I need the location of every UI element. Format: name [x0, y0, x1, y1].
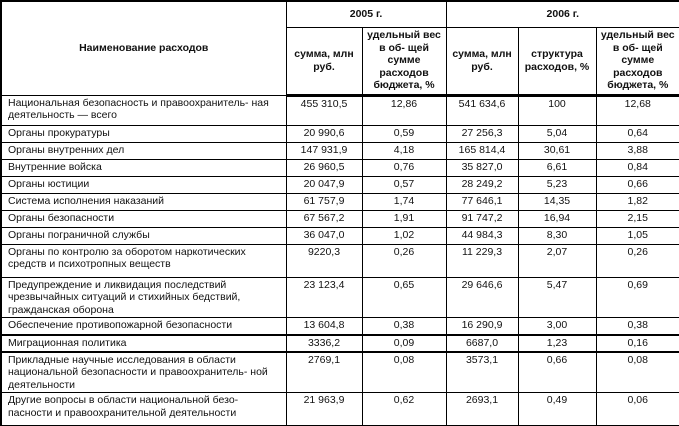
sum-2005-cell: 26 960,5 [286, 159, 362, 176]
sum-2005-cell: 20 047,9 [286, 176, 362, 193]
share-2006-cell: 0,26 [596, 244, 679, 277]
structure-2006-cell: 1,23 [518, 335, 596, 352]
sum-2006-cell: 35 827,0 [446, 159, 518, 176]
structure-2006-cell: 2,07 [518, 244, 596, 277]
header-sum-2005: сумма, млн руб. [286, 27, 362, 95]
sum-2006-cell: 44 984,3 [446, 227, 518, 244]
sum-2005-cell: 21 963,9 [286, 393, 362, 426]
structure-2006-cell: 0,66 [518, 352, 596, 393]
row-name-cell: Миграционная политика [1, 335, 286, 352]
share-2005-cell: 12,86 [362, 95, 446, 125]
share-2005-cell: 0,38 [362, 318, 446, 335]
share-2005-cell: 0,09 [362, 335, 446, 352]
share-2005-cell: 0,57 [362, 176, 446, 193]
share-2005-cell: 1,02 [362, 227, 446, 244]
share-2005-cell: 0,76 [362, 159, 446, 176]
structure-2006-cell: 5,23 [518, 176, 596, 193]
table-row [1, 159, 679, 176]
share-2005-cell: 0,08 [362, 352, 446, 393]
sum-2006-cell: 6687,0 [446, 335, 518, 352]
row-name-cell: Система исполнения наказаний [1, 193, 286, 210]
structure-2006-cell: 8,30 [518, 227, 596, 244]
share-2006-cell: 0,06 [596, 393, 679, 426]
row-name-cell: Обеспечение противопожарной безопасности [1, 318, 286, 335]
share-2006-cell: 0,08 [596, 352, 679, 393]
share-2006-cell: 0,16 [596, 335, 679, 352]
row-name-cell: Внутренние войска [1, 159, 286, 176]
structure-2006-cell: 6,61 [518, 159, 596, 176]
share-2006-cell: 2,15 [596, 210, 679, 227]
table-row [1, 142, 679, 159]
sum-2005-cell: 147 931,9 [286, 142, 362, 159]
share-2005-cell: 1,91 [362, 210, 446, 227]
header-year-2006: 2006 г. [446, 1, 679, 27]
table-row [1, 227, 679, 244]
share-2005-cell: 0,26 [362, 244, 446, 277]
sum-2005-cell: 23 123,4 [286, 277, 362, 318]
header-share-2006: удельный вес в об- щей сумме расходов бюджета, % [596, 27, 679, 95]
table-row [1, 244, 679, 277]
row-name-cell: Органы по контролю за оборотом наркотических средств и психотропных веществ [1, 244, 286, 277]
table-row [1, 125, 679, 142]
share-2006-cell: 0,64 [596, 125, 679, 142]
sum-2006-cell: 3573,1 [446, 352, 518, 393]
table-row [1, 210, 679, 227]
sum-2006-cell: 29 646,6 [446, 277, 518, 318]
sum-2005-cell: 67 567,2 [286, 210, 362, 227]
table-row [1, 277, 679, 318]
share-2005-cell: 4,18 [362, 142, 446, 159]
share-2006-cell: 3,88 [596, 142, 679, 159]
header-name: Наименование расходов [1, 1, 286, 95]
table-row [1, 95, 679, 125]
sum-2006-cell: 28 249,2 [446, 176, 518, 193]
header-share-2005: удельный вес в об- щей сумме расходов бюджета, % [362, 27, 446, 95]
row-name-cell: Национальная безопасность и правоохранитель- ная деятельность — всего [1, 95, 286, 125]
share-2005-cell: 0,59 [362, 125, 446, 142]
sum-2006-cell: 11 229,3 [446, 244, 518, 277]
table-row [1, 393, 679, 426]
share-2006-cell: 0,69 [596, 277, 679, 318]
row-name-cell: Органы пограничной службы [1, 227, 286, 244]
header-sum-2006: сумма, млн руб. [446, 27, 518, 95]
share-2005-cell: 0,65 [362, 277, 446, 318]
sum-2005-cell: 3336,2 [286, 335, 362, 352]
row-name-cell: Прикладные научные исследования в области национальной безопасности и правоохранитель- ной деятельности [1, 352, 286, 393]
structure-2006-cell: 100 [518, 95, 596, 125]
structure-2006-cell: 5,47 [518, 277, 596, 318]
sum-2006-cell: 2693,1 [446, 393, 518, 426]
table-row [1, 176, 679, 193]
share-2006-cell: 0,66 [596, 176, 679, 193]
sum-2006-cell: 77 646,1 [446, 193, 518, 210]
share-2005-cell: 0,62 [362, 393, 446, 426]
row-name-cell: Органы внутренних дел [1, 142, 286, 159]
sum-2006-cell: 91 747,2 [446, 210, 518, 227]
sum-2006-cell: 16 290,9 [446, 318, 518, 335]
table-row [1, 335, 679, 352]
sum-2005-cell: 61 757,9 [286, 193, 362, 210]
share-2006-cell: 0,38 [596, 318, 679, 335]
sum-2005-cell: 36 047,0 [286, 227, 362, 244]
structure-2006-cell: 14,35 [518, 193, 596, 210]
share-2006-cell: 0,84 [596, 159, 679, 176]
sum-2005-cell: 9220,3 [286, 244, 362, 277]
table-row [1, 352, 679, 393]
structure-2006-cell: 30,61 [518, 142, 596, 159]
row-name-cell: Органы прокуратуры [1, 125, 286, 142]
sum-2005-cell: 455 310,5 [286, 95, 362, 125]
share-2006-cell: 12,68 [596, 95, 679, 125]
sum-2005-cell: 13 604,8 [286, 318, 362, 335]
structure-2006-cell: 5,04 [518, 125, 596, 142]
share-2006-cell: 1,82 [596, 193, 679, 210]
sum-2006-cell: 541 634,6 [446, 95, 518, 125]
structure-2006-cell: 0,49 [518, 393, 596, 426]
row-name-cell: Другие вопросы в области национальной безо- пасности и правоохранительной деятельности [1, 393, 286, 426]
sum-2006-cell: 165 814,4 [446, 142, 518, 159]
table-row [1, 318, 679, 335]
sum-2005-cell: 20 990,6 [286, 125, 362, 142]
header-year-2005: 2005 г. [286, 1, 446, 27]
sum-2005-cell: 2769,1 [286, 352, 362, 393]
share-2006-cell: 1,05 [596, 227, 679, 244]
structure-2006-cell: 16,94 [518, 210, 596, 227]
row-name-cell: Органы юстиции [1, 176, 286, 193]
header-structure-2006: структура расходов, % [518, 27, 596, 95]
table-row [1, 193, 679, 210]
row-name-cell: Предупреждение и ликвидация последствий чрезвычайных ситуаций и стихийных бедствий, гражданская оборона [1, 277, 286, 318]
structure-2006-cell: 3,00 [518, 318, 596, 335]
sum-2006-cell: 27 256,3 [446, 125, 518, 142]
share-2005-cell: 1,74 [362, 193, 446, 210]
row-name-cell: Органы безопасности [1, 210, 286, 227]
